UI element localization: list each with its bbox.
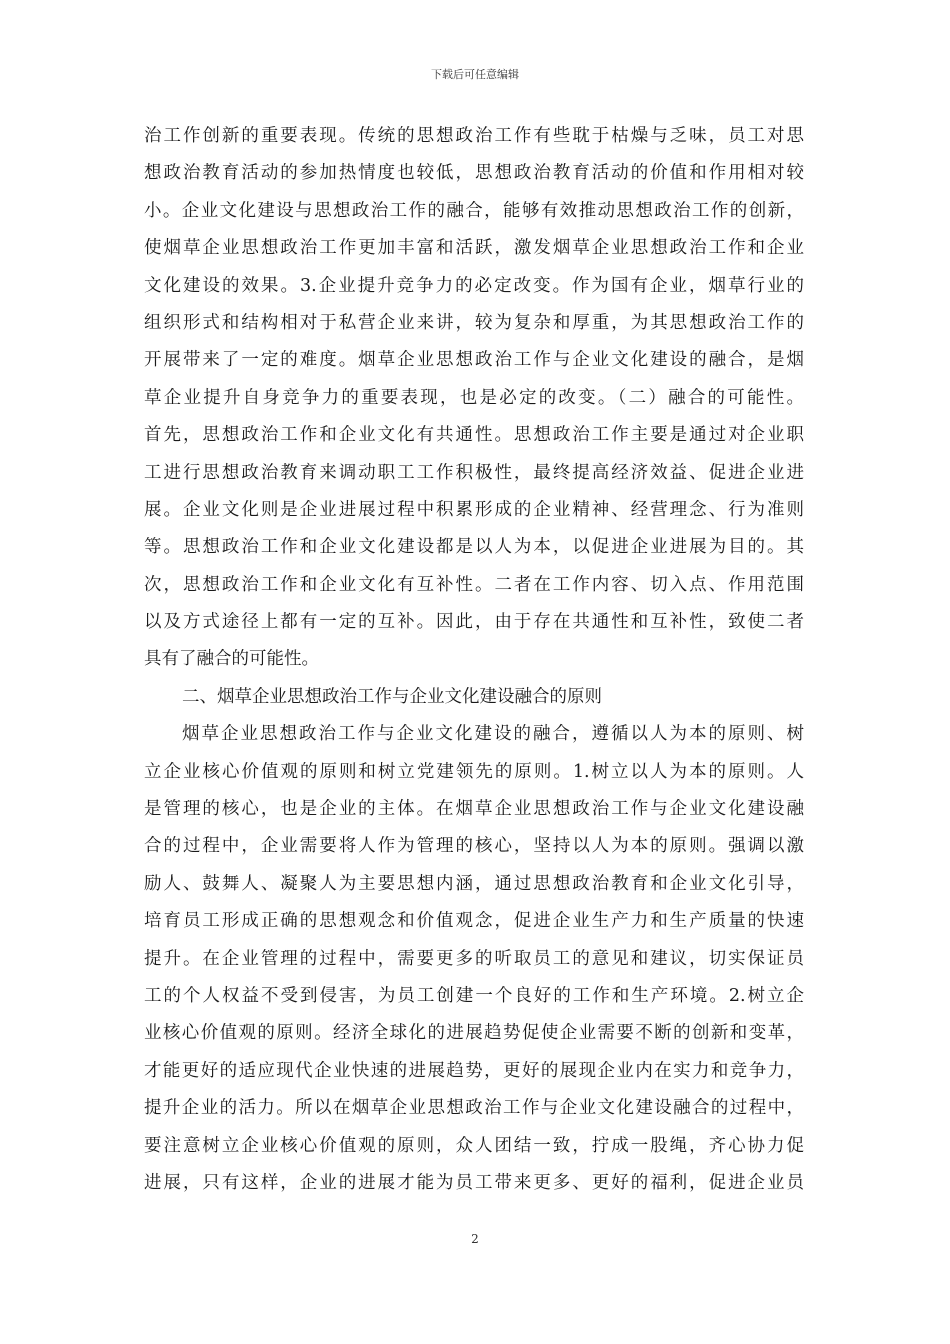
page-number: 2 <box>471 1232 479 1246</box>
text-line: 要注意树立企业核心价值观的原则，众人团结一致，拧成一股绳，齐心协力促 <box>144 1135 804 1156</box>
text-line: 等。思想政治工作和企业文化建设都是以人为本，以促进企业进展为目的。其 <box>144 537 804 558</box>
text-line: 进展，只有这样，企业的进展才能为员工带来更多、更好的福利，促进企业员 <box>144 1172 804 1193</box>
text-line: 烟草企业思想政治工作与企业文化建设的融合，遵循以人为本的原则、树 <box>182 724 804 745</box>
text-line: 提升。在企业管理的过程中，需要更多的听取员工的意见和建议，切实保证员 <box>144 948 804 969</box>
text-line: 合的过程中，企业需要将人作为管理的核心，坚持以人为本的原则。强调以激 <box>144 836 804 857</box>
text-line: 是管理的核心，也是企业的主体。在烟草企业思想政治工作与企业文化建设融 <box>144 799 804 820</box>
document-body <box>144 118 804 1202</box>
text-line: 业核心价值观的原则。经济全球化的进展趋势促使企业需要不断的创新和变革， <box>144 1023 804 1044</box>
text-line: 以及方式途径上都有一定的互补。因此，由于存在共通性和互补性，致使二者 <box>144 612 804 633</box>
text-line: 草企业提升自身竞争力的重要表现，也是必定的改变。（二）融合的可能性。 <box>144 387 804 408</box>
section-heading: 二、烟草企业思想政治工作与企业文化建设融合的原则 <box>182 686 602 707</box>
text-line: 励人、鼓舞人、凝聚人为主要思想内涵，通过思想政治教育和企业文化引导， <box>144 873 804 894</box>
text-line: 首先，思想政治工作和企业文化有共通性。思想政治工作主要是通过对企业职 <box>144 425 804 446</box>
text-line: 开展带来了一定的难度。烟草企业思想政治工作与企业文化建设的融合，是烟 <box>144 350 804 371</box>
text-line: 治工作创新的重要表现。传统的思想政治工作有些耽于枯燥与乏味，员工对思 <box>144 126 804 146</box>
text-line: 立企业核心价值观的原则和树立党建领先的原则。1.树立以人为本的原则。人 <box>144 761 804 782</box>
text-line: 工的个人权益不受到侵害，为员工创建一个良好的工作和生产环境。2.树立企 <box>144 985 804 1006</box>
text-line: 文化建设的效果。3.企业提升竞争力的必定改变。作为国有企业，烟草行业的 <box>144 275 804 296</box>
text-line: 提升企业的活力。所以在烟草企业思想政治工作与企业文化建设融合的过程中， <box>144 1098 804 1119</box>
text-line: 具有了融合的可能性。 <box>144 649 319 670</box>
text-line: 次，思想政治工作和企业文化有互补性。二者在工作内容、切入点、作用范围 <box>144 574 804 595</box>
text-line: 组织形式和结构相对于私营企业来讲，较为复杂和厚重，为其思想政治工作的 <box>144 312 804 333</box>
text-line: 小。企业文化建设与思想政治工作的融合，能够有效推动思想政治工作的创新， <box>144 200 804 221</box>
text-line: 才能更好的适应现代企业快速的进展趋势，更好的展现企业内在实力和竞争力， <box>144 1060 804 1081</box>
text-line: 工进行思想政治教育来调动职工工作积极性，最终提高经济效益、促进企业进 <box>144 462 804 483</box>
text-line: 使烟草企业思想政治工作更加丰富和活跃，激发烟草企业思想政治工作和企业 <box>144 238 804 259</box>
page-header: 下载后可任意编辑 <box>431 68 519 81</box>
text-line: 想政治教育活动的参加热情度也较低，思想政治教育活动的价值和作用相对较 <box>144 163 804 184</box>
text-line: 培育员工形成正确的思想观念和价值观念，促进企业生产力和生产质量的快速 <box>144 911 804 932</box>
text-line: 展。企业文化则是企业进展过程中积累形成的企业精神、经营理念、行为准则 <box>144 499 804 520</box>
